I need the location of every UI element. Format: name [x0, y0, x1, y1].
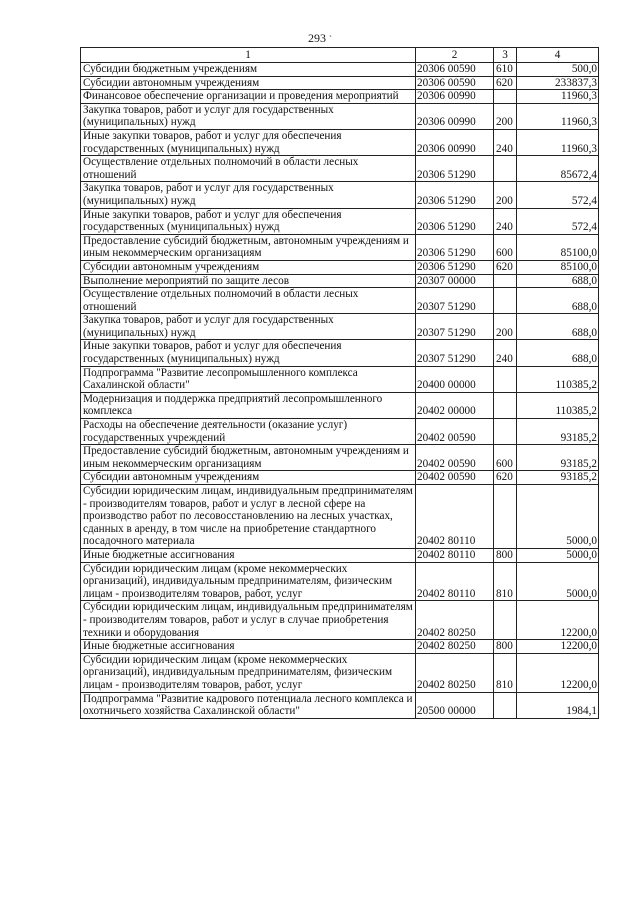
row-code: 20306 51290 — [416, 260, 494, 274]
table-row — [81, 288, 599, 314]
row-name: Иные закупки товаров, работ и услуг для обеспечения государственных (муниципальных) нужд — [81, 129, 416, 155]
table-row — [81, 208, 599, 234]
table-row — [81, 314, 599, 340]
row-name: Предоставление субсидий бюджетным, автономным учреждениям и иным некоммерческим организациям — [81, 234, 416, 260]
row-amount: 500,0 — [517, 63, 599, 77]
row-name: Осуществление отдельных полномочий в области лесных отношений — [81, 288, 416, 314]
table-row — [81, 445, 599, 471]
row-name: Финансовое обеспечение организации и проведения мероприятий — [81, 90, 416, 104]
header-col-2: 2 — [416, 48, 494, 63]
table-row — [81, 129, 599, 155]
row-type — [494, 692, 517, 718]
row-code: 20402 80110 — [416, 562, 494, 601]
row-code: 20307 51290 — [416, 340, 494, 366]
row-name: Иные закупки товаров, работ и услуг для обеспечения государственных (муниципальных) нужд — [81, 208, 416, 234]
row-code: 20402 00590 — [416, 471, 494, 485]
row-code: 20306 51290 — [416, 182, 494, 208]
row-type: 600 — [494, 234, 517, 260]
row-name: Модернизация и поддержка предприятий лесопромышленного комплекса — [81, 392, 416, 418]
row-code: 20402 00590 — [416, 445, 494, 471]
table-row — [81, 234, 599, 260]
table-row — [81, 340, 599, 366]
row-amount: 12200,0 — [517, 640, 599, 654]
table-row — [81, 90, 599, 104]
header-col-3: 3 — [494, 48, 517, 63]
row-amount: 233837,3 — [517, 76, 599, 90]
row-type: 200 — [494, 182, 517, 208]
row-type: 610 — [494, 63, 517, 77]
row-amount: 110385,2 — [517, 366, 599, 392]
table-row — [81, 103, 599, 129]
row-name: Субсидии автономным учреждениям — [81, 76, 416, 90]
table-row — [81, 274, 599, 288]
table-row — [81, 392, 599, 418]
row-type: 800 — [494, 548, 517, 562]
row-type: 810 — [494, 653, 517, 692]
row-type: 200 — [494, 103, 517, 129]
row-code: 20402 80250 — [416, 601, 494, 640]
row-code: 20307 51290 — [416, 288, 494, 314]
row-type — [494, 366, 517, 392]
row-amount: 11960,3 — [517, 129, 599, 155]
row-amount: 1984,1 — [517, 692, 599, 718]
row-code: 20500 00000 — [416, 692, 494, 718]
row-name: Иные закупки товаров, работ и услуг для обеспечения государственных (муниципальных) нужд — [81, 340, 416, 366]
row-amount: 5000,0 — [517, 485, 599, 549]
row-type: 800 — [494, 640, 517, 654]
row-amount: 572,4 — [517, 182, 599, 208]
header-col-4: 4 — [517, 48, 599, 63]
row-code: 20402 00590 — [416, 419, 494, 445]
row-code: 20402 80110 — [416, 485, 494, 549]
row-name: Осуществление отдельных полномочий в области лесных отношений — [81, 156, 416, 182]
row-amount: 11960,3 — [517, 103, 599, 129]
row-amount: 85672,4 — [517, 156, 599, 182]
row-name: Расходы на обеспечение деятельности (оказание услуг) государственных учреждений — [81, 419, 416, 445]
row-name: Субсидии юридическим лицам (кроме некоммерческих организаций), индивидуальным предпринимателям, физическим лицам - производителям товаров, работ, услуг — [81, 562, 416, 601]
row-amount: 85100,0 — [517, 260, 599, 274]
row-type: 200 — [494, 314, 517, 340]
row-code: 20306 00990 — [416, 103, 494, 129]
row-name: Подпрограмма "Развитие кадрового потенциала лесного комплекса и охотничьего хозяйства Сахалинской области" — [81, 692, 416, 718]
row-type — [494, 288, 517, 314]
row-type: 620 — [494, 260, 517, 274]
row-code: 20306 00990 — [416, 90, 494, 104]
row-name: Закупка товаров, работ и услуг для государственных (муниципальных) нужд — [81, 314, 416, 340]
row-amount: 5000,0 — [517, 562, 599, 601]
row-type: 240 — [494, 340, 517, 366]
row-amount: 110385,2 — [517, 392, 599, 418]
table-row — [81, 63, 599, 77]
row-name: Субсидии юридическим лицам, индивидуальным предпринимателям - производителям товаров, работ и услуг в случае приобретения техники и оборудования — [81, 601, 416, 640]
row-amount: 688,0 — [517, 274, 599, 288]
row-code: 20307 51290 — [416, 314, 494, 340]
table-row — [81, 366, 599, 392]
row-name: Подпрограмма "Развитие лесопромышленного комплекса Сахалинской области" — [81, 366, 416, 392]
row-name: Субсидии автономным учреждениям — [81, 260, 416, 274]
row-name: Выполнение мероприятий по защите лесов — [81, 274, 416, 288]
row-amount: 85100,0 — [517, 234, 599, 260]
table-row — [81, 156, 599, 182]
row-amount: 11960,3 — [517, 90, 599, 104]
row-type: 810 — [494, 562, 517, 601]
row-code: 20307 00000 — [416, 274, 494, 288]
table-row — [81, 653, 599, 692]
row-amount: 688,0 — [517, 288, 599, 314]
row-name: Субсидии юридическим лицам, индивидуальным предпринимателям - производителям товаров, работ и услуг в лесной сфере на производство работ по лесовосстановлению на лесных участках, сданных в аренду, в том числе на приобретение стандартного посадочного материала — [81, 485, 416, 549]
row-code: 20400 00000 — [416, 366, 494, 392]
table-row — [81, 548, 599, 562]
row-type — [494, 90, 517, 104]
row-name: Предоставление субсидий бюджетным, автономным учреждениям и иным некоммерческим организациям — [81, 445, 416, 471]
row-code: 20306 51290 — [416, 208, 494, 234]
row-code: 20402 00000 — [416, 392, 494, 418]
row-amount: 12200,0 — [517, 653, 599, 692]
row-type — [494, 156, 517, 182]
row-amount: 93185,2 — [517, 471, 599, 485]
row-code: 20402 80250 — [416, 640, 494, 654]
row-amount: 93185,2 — [517, 419, 599, 445]
row-code: 20306 00590 — [416, 76, 494, 90]
row-type: 600 — [494, 445, 517, 471]
table-row — [81, 471, 599, 485]
table-row — [81, 76, 599, 90]
row-amount: 572,4 — [517, 208, 599, 234]
row-type: 620 — [494, 471, 517, 485]
row-name: Субсидии автономным учреждениям — [81, 471, 416, 485]
header-col-1: 1 — [81, 48, 416, 63]
row-amount: 12200,0 — [517, 601, 599, 640]
table-row — [81, 260, 599, 274]
row-type: 240 — [494, 208, 517, 234]
row-code: 20402 80110 — [416, 548, 494, 562]
row-type — [494, 601, 517, 640]
row-amount: 688,0 — [517, 314, 599, 340]
table-row — [81, 640, 599, 654]
row-code: 20306 51290 — [416, 234, 494, 260]
header-row — [81, 48, 599, 63]
table-row — [81, 692, 599, 718]
row-type — [494, 419, 517, 445]
row-name: Субсидии юридическим лицам (кроме некоммерческих организаций), индивидуальным предпринимателям, физическим лицам - производителям товаров, работ, услуг — [81, 653, 416, 692]
row-code: 20306 00590 — [416, 63, 494, 77]
row-type: 620 — [494, 76, 517, 90]
row-name: Закупка товаров, работ и услуг для государственных (муниципальных) нужд — [81, 103, 416, 129]
row-code: 20402 80250 — [416, 653, 494, 692]
row-amount: 93185,2 — [517, 445, 599, 471]
page-number: 293 ` — [308, 31, 332, 45]
row-name: Иные бюджетные ассигнования — [81, 640, 416, 654]
row-amount: 688,0 — [517, 340, 599, 366]
row-amount: 5000,0 — [517, 548, 599, 562]
row-name: Субсидии бюджетным учреждениям — [81, 63, 416, 77]
table-row — [81, 485, 599, 549]
table-row — [81, 562, 599, 601]
row-type — [494, 274, 517, 288]
row-code: 20306 00990 — [416, 129, 494, 155]
table-row — [81, 182, 599, 208]
table-row — [81, 419, 599, 445]
row-type: 240 — [494, 129, 517, 155]
row-type — [494, 485, 517, 549]
table-row — [81, 601, 599, 640]
row-type — [494, 392, 517, 418]
row-code: 20306 51290 — [416, 156, 494, 182]
row-name: Иные бюджетные ассигнования — [81, 548, 416, 562]
row-name: Закупка товаров, работ и услуг для государственных (муниципальных) нужд — [81, 182, 416, 208]
budget-table — [80, 47, 599, 719]
